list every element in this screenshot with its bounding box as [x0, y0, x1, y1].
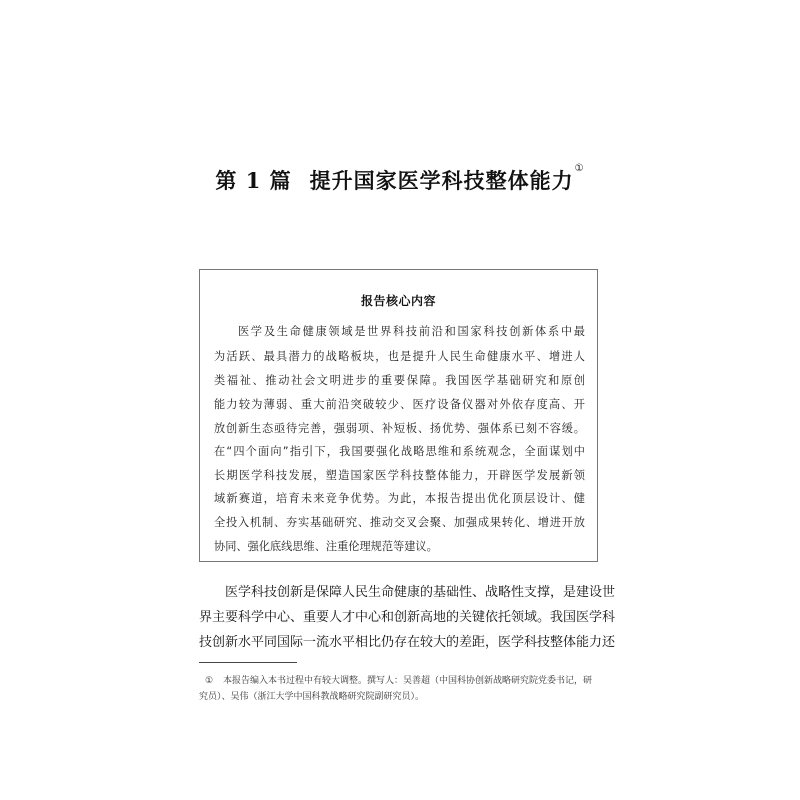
footnote-line: 究员）、吴伟（浙江大学中国科教战略研究院副研究员）。 — [199, 692, 425, 702]
core-content-line: 在“四个面向”指引下，我国要强化战略思维和系统观念，全面谋划中 — [214, 445, 585, 458]
body-paragraph-line: 医学科技创新是保障人民生命健康的基础性、战略性支撑，是建设世 — [225, 585, 616, 600]
core-content-line: 放创新生态亟待完善，强弱项、补短板、扬优势、强体系已刻不容缓。 — [214, 422, 585, 435]
footnote-divider — [199, 662, 297, 663]
part-number: 第 1 篇 — [215, 168, 292, 193]
core-content-line: 全投入机制、夯实基础研究、推动交叉会聚、加强成果转化、增进开放 — [214, 516, 585, 529]
core-content-line: 类福祉、推动社会文明进步的重要保障。我国医学基础研究和原创 — [214, 374, 585, 387]
footnote-line — [199, 675, 599, 687]
core-content-line: 医学及生命健康领域是世界科技前沿和国家科技创新体系中最 — [238, 325, 585, 338]
body-paragraph-line: 界主要科学中心、重要人才中心和创新高地的关键依托领域。我国医学科 — [199, 610, 616, 625]
title-footnote-mark[interactable]: ① — [574, 163, 585, 174]
body-paragraph-line: 技创新水平同国际一流水平相比仍存在较大的差距，医学科技整体能力还 — [199, 635, 616, 650]
footnote-text: 本报告编入本书过程中有较大调整。撰写人：吴善超（中国科协创新战略研究院党委书记，研 — [223, 676, 593, 686]
core-content-line: 域新赛道，培育未来竞争优势。为此，本报告提出优化顶层设计、健 — [214, 492, 585, 505]
core-content-line: 能力较为薄弱、重大前沿突破较少、医疗设备仪器对外依存度高、开 — [214, 398, 585, 411]
core-content-line: 协同、强化底线思维、注重伦理规范等建议。 — [214, 540, 438, 553]
core-content-heading: 报告核心内容 — [360, 294, 436, 308]
footnote-mark: ① — [205, 676, 214, 686]
part-title — [0, 165, 800, 195]
part-heading: 提升国家医学科技整体能力 — [309, 168, 574, 193]
core-content-line: 长期医学科技发展，塑造国家医学科技整体能力，开辟医学发展新领 — [214, 469, 585, 482]
core-content-box — [199, 269, 598, 562]
core-content-line: 为活跃、最具潜力的战略板块，也是提升人民生命健康水平、增进人 — [214, 350, 585, 363]
